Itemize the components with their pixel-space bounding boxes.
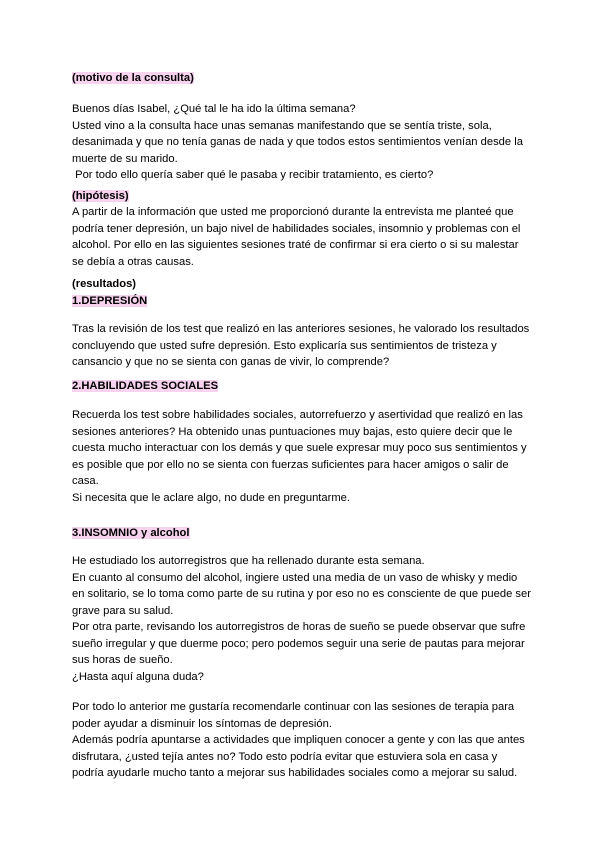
motivo-line: muerte de su marido. (72, 152, 178, 165)
habilidades-line: es posible que por ello no se sienta con fuerzas suficientes para hacer amigos o salir de (72, 458, 509, 471)
depresion-paragraph (72, 321, 532, 371)
insomnio-paragraph (72, 553, 532, 685)
hipotesis-line: se debía a otras causas. (72, 255, 194, 268)
resultados-heading: (resultados) (72, 278, 137, 290)
insomnio-line: grave para su salud. (72, 604, 174, 617)
hipotesis-heading: (hipótesis) (72, 190, 129, 202)
conclusion-line: Por todo lo anterior me gustaría recomendarle continuar con las sesiones de terapia para (72, 701, 515, 713)
habilidades-line: cuesta mucho interactuar con los demás y que suele expresar muy poco sus sentimientos y (72, 442, 527, 454)
motivo-line: Por todo ello quería saber qué le pasaba y recibir tratamiento, es cierto? (72, 169, 434, 181)
motivo-paragraph (72, 101, 532, 184)
resultados-heading-block (72, 276, 532, 309)
habilidades-line: casa. (72, 475, 99, 487)
insomnio-line: He estudiado los autorregistros que ha rellenado durante esta semana. (72, 555, 425, 567)
habilidades-heading-block (72, 378, 532, 395)
conclusion-line: Además podría apuntarse a actividades que impliquen conocer a gente y con las que antes (72, 734, 525, 746)
depresion-line: Tras la revisión de los test que realizó en las anteriores sesiones, he valorado los resultados (72, 323, 530, 335)
insomnio-line: Por otra parte, revisando los autorregistros de horas de sueño se puede observar que sufre (72, 621, 526, 633)
insomnio-line: sueño irregular y que duerme poco; pero podemos seguir una serie de pautas para mejorar (72, 637, 525, 650)
conclusion-paragraph (72, 699, 532, 782)
hipotesis-heading-block (72, 188, 532, 205)
habilidades-paragraph (72, 407, 532, 506)
depresion-line: cansancio y que no se sienta con ganas de vivir, lo comprende? (72, 356, 390, 368)
insomnio-line: En cuanto al consumo del alcohol, ingiere usted una media de un vaso de whisky y medio (72, 571, 518, 584)
depresion-line: concluyendo que usted sufre depresión. Esto explicaría sus sentimientos de tristeza y (72, 339, 497, 352)
habilidades-heading: 2.HABILIDADES SOCIALES (72, 380, 219, 392)
conclusion-line: poder ayudar a disminuir los síntomas de depresión. (72, 717, 332, 730)
motivo-line: desanimada y que no tenía ganas de nada y que todos estos sentimientos venían desde la (72, 136, 523, 148)
hipotesis-line: podría tener depresión, un bajo nivel de habilidades sociales, insomnio y problemas con el (72, 222, 521, 235)
insomnio-line: sus horas de sueño. (72, 654, 173, 666)
insomnio-line: ¿Hasta aquí alguna duda? (72, 670, 204, 683)
hipotesis-line: alcohol. Por ello en las siguientes sesiones traté de confirmar si era cierto o si su malestar (72, 239, 519, 251)
hipotesis-paragraph (72, 204, 532, 270)
motivo-heading-block (72, 70, 532, 87)
habilidades-line: Recuerda los test sobre habilidades sociales, autorrefuerzo y asertividad que realizó en las (72, 409, 523, 421)
depresion-heading: 1.DEPRESIÓN (72, 294, 148, 307)
insomnio-heading: 3.INSOMNIO y alcohol (72, 527, 190, 539)
insomnio-heading-block (72, 525, 532, 542)
hipotesis-line: A partir de la información que usted me proporcionó durante la entrevista me planteé que (72, 206, 514, 218)
motivo-heading: (motivo de la consulta) (72, 72, 194, 84)
motivo-line: Buenos días Isabel, ¿Qué tal le ha ido la última semana? (72, 103, 356, 115)
conclusion-line: disfrutara, ¿usted tejía antes no? Todo esto podría evitar que estuviera sola en casa y (72, 750, 498, 763)
conclusion-line: podría ayudarle mucho tanto a mejorar sus habilidades sociales como a mejorar su salud. (72, 767, 518, 779)
habilidades-line: sesiones anteriores? Ha obtenido unas puntuaciones muy bajas, esto quiere decir que le (72, 425, 513, 438)
motivo-line: Usted vino a la consulta hace unas semanas manifestando que se sentía triste, sola, (72, 119, 492, 132)
habilidades-line: Si necesita que le aclare algo, no dude en preguntarme. (72, 491, 351, 504)
insomnio-line: en solitario, se lo toma como parte de su rutina y por eso no es consciente de que puede ser (72, 588, 531, 600)
